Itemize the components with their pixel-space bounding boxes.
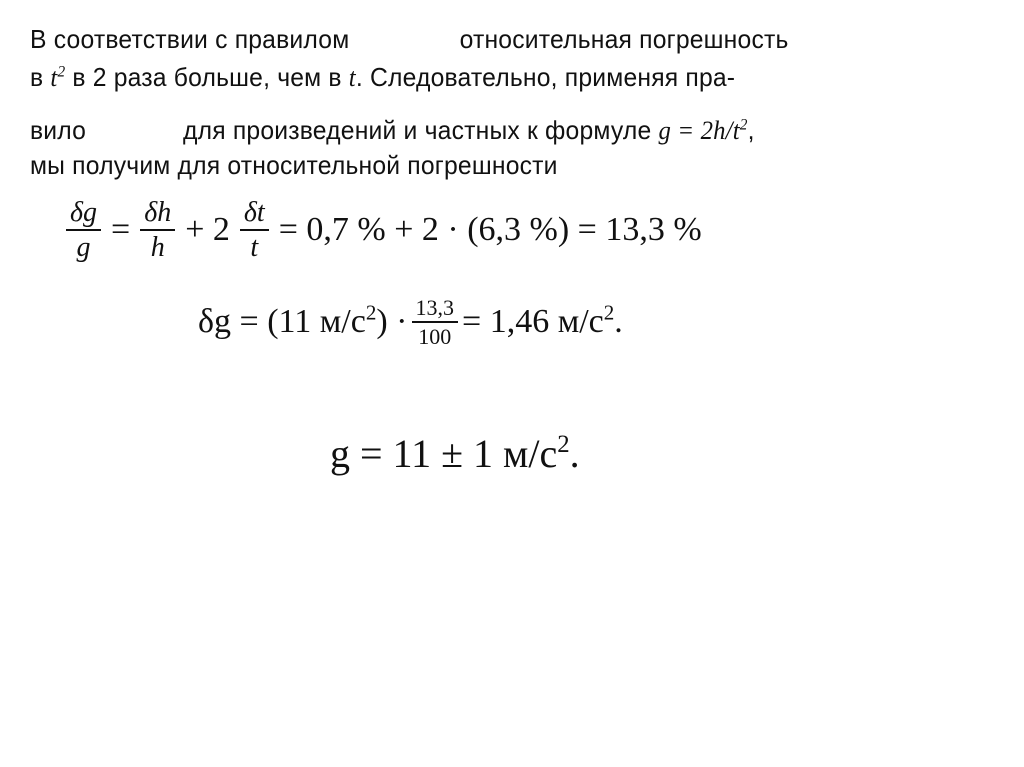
text-line-2-part-c: . Следовательно, применяя пра- — [355, 62, 736, 92]
equation-1-result: = 0,7 % + 2 · (6,3 %) = 13,3 % — [278, 211, 702, 249]
fraction-dg-g: $\frac{\delta g}{g}$ — [66, 198, 101, 263]
text-line-1-part-a: В соответствии с правилом — [30, 24, 350, 54]
equation-2-result: = 1,46 $м/с^2$. — [462, 300, 623, 341]
text-line-1 — [30, 23, 789, 55]
equation-relative-error: $\frac{\delta g}{g}$ = $\frac{\delta h}{h}$ + 2 $\frac{\delta t}{t}$ = 0,7 % + 2 · (6,3 %) = 13,3 % — [62, 198, 708, 263]
equation-final-g: g = 11 ± 1 $м/с^2$. — [330, 431, 580, 476]
variable-t: $t^2$ — [50, 63, 66, 92]
equation-absolute-error — [198, 296, 623, 348]
text-line-3-part-a: вило — [30, 115, 87, 145]
text-line-3-part-b: для произведений и частных к формуле — [183, 115, 652, 145]
equation-2-lhs: δg = (11 $м/с^2$) · — [198, 300, 408, 341]
text-line-1-part-b: относительная погрешность — [459, 24, 789, 54]
variable-t-2: t — [348, 63, 356, 92]
formula-g: $g = 2h/t^2$ — [658, 116, 748, 145]
fraction-dt-t: $\frac{\delta t}{t}$ — [240, 198, 269, 263]
text-line-2-part-b: в 2 раза больше, чем в — [72, 62, 342, 92]
text-line-4: мы получим для относительной погрешности — [30, 150, 558, 180]
text-line-2-part-a: в — [30, 62, 44, 92]
text-line-3: вило для произведений и частных к формуле $g = 2h/t^2$, — [30, 115, 755, 145]
text-line-2 — [30, 61, 735, 94]
fraction-13-3-over-100: $\frac{13,3}{100}$ — [412, 296, 459, 348]
fraction-dh-h: $\frac{\delta h}{h}$ — [140, 198, 175, 263]
